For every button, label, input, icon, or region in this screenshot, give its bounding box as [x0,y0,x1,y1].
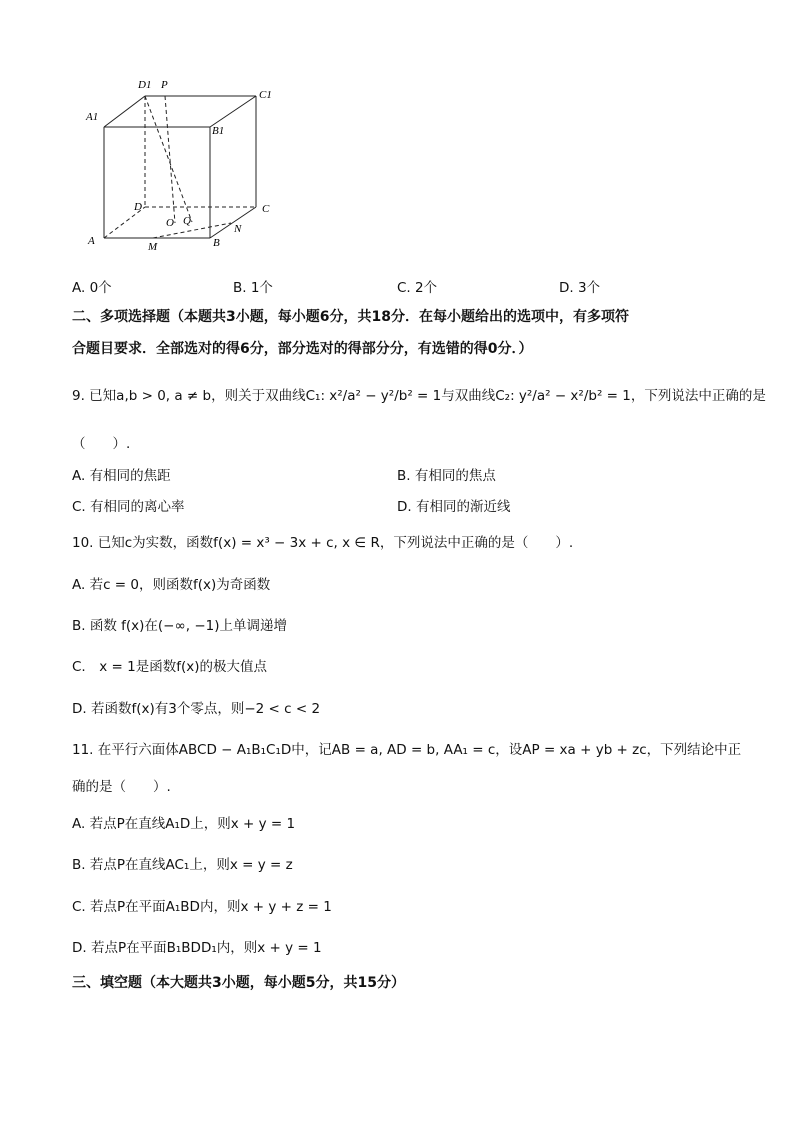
q11-choice-b: B. 若点P在直线AC₁上，则x = y = z [72,857,293,873]
label-A1: A1 [86,111,99,123]
edge-B1C1 [210,96,256,127]
label-B: B [213,237,220,249]
section3-heading: 三、填空题（本大题共3小题，每小题5分，共15分） [72,975,405,991]
label-C1: C1 [259,89,272,101]
q11-stem: 11. 在平行六面体ABCD − A₁B₁C₁D中，记AB = a, AD = b, AA₁ = c，设AP = xa + yb + zc，下列结论中正 [72,742,742,758]
segment-PQ [165,96,175,223]
label-N: N [234,223,242,235]
label-D: D [134,201,142,213]
q8-choice-b: B. 1个 [233,280,273,296]
q9-choice-d: D. 有相同的渐近线 [397,499,511,515]
label-B1: B1 [212,125,225,137]
q9-paren: （ ）. [72,436,131,452]
q8-choice-a: A. 0个 [72,280,112,296]
q11-choice-c: C. 若点P在平面A₁BD内，则x + y + z = 1 [72,899,332,915]
edge-BC [210,207,256,238]
q10-choice-d: D. 若函数f(x)有3个零点，则−2 < c < 2 [72,701,321,717]
q8-choice-c: C. 2个 [397,280,438,296]
q9-choice-b: B. 有相同的焦点 [397,468,496,484]
q10-stem: 10. 已知c为实数，函数f(x) = x³ − 3x + c, x ∈ R，下列说法中正确的是（ ）. [72,535,574,551]
edge-A1D1 [104,96,145,127]
cube-figure [80,76,280,256]
label-P: P [161,79,168,91]
label-A: A [88,235,95,247]
q10-choice-c: C. x = 1是函数f(x)的极大值点 [72,659,267,675]
q11-stem-cont: 确的是（ ）. [72,779,171,795]
label-Q: Q [183,215,191,227]
q10-choice-b: B. 函数 f(x)在(−∞, −1)上单调递增 [72,618,287,634]
q11-choice-d: D. 若点P在平面B₁BDD₁内，则x + y = 1 [72,940,322,956]
q9-choice-c: C. 有相同的离心率 [72,499,185,515]
segment-D1Q [145,96,192,222]
q11-choice-a: A. 若点P在直线A₁D上，则x + y = 1 [72,816,296,832]
label-D1: D1 [138,79,152,91]
q10-choice-a: A. 若c = 0，则函数f(x)为奇函数 [72,577,271,593]
label-M: M [148,241,158,253]
q8-choice-d: D. 3个 [559,280,601,296]
section2-heading-line1: 二、多项选择题（本题共3小题，每小题6分，共18分．在每小题给出的选项中，有多项符 [72,309,629,325]
section2-heading-line2: 合题目要求．全部选对的得6分，部分选对的得部分分，有选错的得0分．） [72,341,533,357]
label-O: O [166,217,174,229]
q9-stem: 9. 已知a,b > 0, a ≠ b，则关于双曲线C₁: x²/a² − y²/b² = 1与双曲线C₂: y²/a² − x²/b² = 1，下列说法中正确的是 [72,388,766,404]
segment-MN [153,223,231,238]
q9-choice-a: A. 有相同的焦距 [72,468,171,484]
label-C: C [262,203,270,215]
